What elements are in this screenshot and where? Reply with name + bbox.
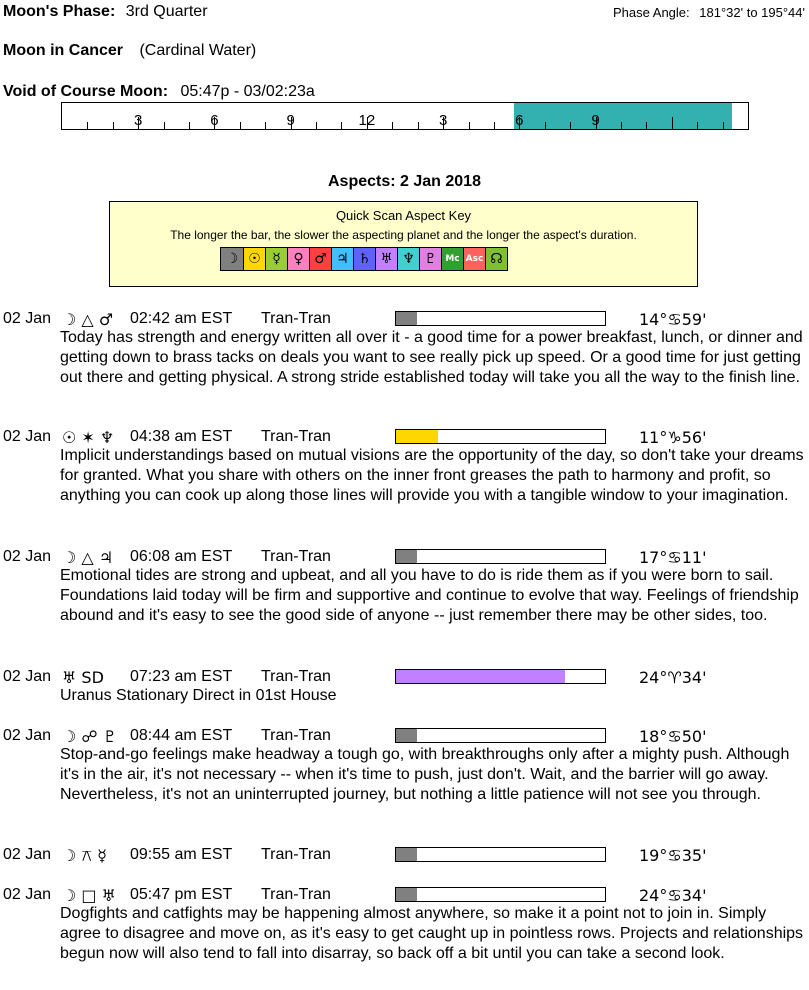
jupiter-icon: ♃ bbox=[331, 248, 353, 270]
aspect-time: 04:38 am EST bbox=[130, 428, 233, 445]
aspect-duration-bar bbox=[395, 429, 606, 444]
timeline-tick bbox=[392, 122, 393, 129]
aspect-glyph: ☽ △ ♃ bbox=[62, 548, 114, 567]
timeline-tick bbox=[621, 122, 622, 129]
timeline-tick-label: 12 bbox=[358, 112, 376, 129]
timeline-tick bbox=[494, 122, 495, 129]
timeline-tick-label: 9 bbox=[286, 112, 295, 129]
moon-sign-label: Moon in Cancer bbox=[3, 42, 124, 59]
mars-icon: ♂ bbox=[309, 248, 331, 270]
moon-phase-label: Moon's Phase: bbox=[3, 3, 116, 20]
timeline-tick-label: 6 bbox=[210, 112, 219, 129]
aspect-type: Tran-Tran bbox=[261, 886, 331, 903]
aspect-description: Today has strength and energy written all over it - a good time for a power breakfast, lunch, or dinner and getting down to brass tacks on deals you want to see really pick up speed. Or a good time for just getting out there and getting physical. A strong stride established today will take you all the way to the finish line. bbox=[60, 329, 803, 386]
timeline-tick bbox=[570, 122, 571, 129]
aspect-duration-bar bbox=[395, 669, 606, 684]
aspect-type: Tran-Tran bbox=[261, 727, 331, 744]
aspect-position: 19°♋35' bbox=[639, 846, 707, 865]
aspect-duration-bar bbox=[395, 887, 606, 902]
aspect-description: Emotional tides are strong and upbeat, and all you have to do is ride them as if you were born to sail. Foundations laid today will be firm and supportive and continue to evolve that way. Feelings of friendship abound and it's easy to see the good side of anyone -- just remember there may be other sides, too. bbox=[60, 567, 799, 624]
aspect-date: 02 Jan bbox=[3, 428, 52, 445]
timeline-tick bbox=[723, 122, 724, 129]
aspect-position: 11°♑56' bbox=[639, 428, 707, 447]
aspect-duration-fill bbox=[396, 848, 417, 861]
timeline-tick-label: 6 bbox=[515, 112, 524, 129]
aspect-position: 18°♋50' bbox=[639, 727, 707, 746]
aspect-position: 24°♈34' bbox=[639, 668, 707, 687]
aspect-glyph: ☽ △ ♂ bbox=[62, 310, 114, 329]
aspect-position: 24°♋34' bbox=[639, 886, 707, 905]
timeline-tick bbox=[265, 122, 266, 129]
aspect-time: 05:47 pm EST bbox=[130, 886, 233, 903]
aspect-type: Tran-Tran bbox=[261, 428, 331, 445]
mercury-icon: ☿ bbox=[265, 248, 287, 270]
phase-angle-label: Phase Angle: bbox=[613, 5, 690, 20]
timeline-tick bbox=[672, 117, 673, 129]
aspect-glyph: ♅ SD bbox=[62, 668, 104, 687]
moon-phase-line bbox=[3, 3, 208, 21]
void-period-fill bbox=[514, 103, 733, 129]
aspect-date: 02 Jan bbox=[3, 548, 52, 565]
aspect-description: Implicit understandings based on mutual visions are the opportunity of the day, so don't take your dreams for granted. What you share with others on the inner front greases the path to harmony and profit, so anything you can cook up along those lines will provide you with a tangible window to your imagination. bbox=[60, 447, 804, 504]
key-subtitle: The longer the bar, the slower the aspecting planet and the longer the aspect's duration. bbox=[170, 228, 637, 242]
aspect-duration-fill bbox=[396, 430, 438, 443]
quick-scan-key bbox=[109, 201, 698, 287]
aspect-duration-fill bbox=[396, 312, 417, 325]
void-value: 05:47p - 03/02:23a bbox=[180, 83, 315, 100]
aspect-position: 17°♋11' bbox=[639, 548, 707, 567]
aspect-time: 02:42 am EST bbox=[130, 310, 233, 327]
timeline-tick bbox=[646, 122, 647, 129]
timeline-tick bbox=[418, 122, 419, 129]
node-icon: ☊ bbox=[485, 248, 507, 270]
aspect-duration-bar bbox=[395, 847, 606, 862]
asc-icon: Asc bbox=[463, 248, 485, 270]
moon-sign-mode: (Cardinal Water) bbox=[139, 42, 257, 59]
void-label: Void of Course Moon: bbox=[3, 83, 169, 100]
aspect-date: 02 Jan bbox=[3, 886, 52, 903]
aspect-description: Uranus Stationary Direct in 01st House bbox=[60, 687, 337, 704]
timeline-tick bbox=[545, 122, 546, 129]
aspects-title: Aspects: 2 Jan 2018 bbox=[328, 173, 481, 190]
aspect-time: 06:08 am EST bbox=[130, 548, 233, 565]
timeline-tick bbox=[240, 122, 241, 129]
aspect-glyph: ☽ ☍ ♇ bbox=[62, 727, 118, 746]
void-timeline bbox=[61, 102, 749, 130]
aspect-time: 08:44 am EST bbox=[130, 727, 233, 744]
moon-sign-line bbox=[3, 42, 256, 60]
timeline-tick bbox=[316, 122, 317, 129]
uranus-icon: ♅ bbox=[375, 248, 397, 270]
aspect-duration-fill bbox=[396, 888, 417, 901]
key-title: Quick Scan Aspect Key bbox=[335, 208, 472, 223]
aspect-description: Dogfights and catfights may be happening almost anywhere, so make it a point not to join in. Simply agree to disagree and move on, as it's easy to get caught up in pointless rows. Projects and relationships begun now will also tend to fall into disarray, so back off a bit until you can take a second look. bbox=[60, 905, 804, 962]
aspect-time: 09:55 am EST bbox=[130, 846, 233, 863]
aspect-description: Stop-and-go feelings make headway a tough go, with breakthroughs only after a mighty push. Although it's in the air, it's not necessary -- when it's time to push, just don't. Wait, and the barrier will go away. Nevertheless, it's not an uninterrupted journey, but nothing a little patience will not see you through. bbox=[60, 746, 790, 803]
sun-icon: ☉ bbox=[243, 248, 265, 270]
aspect-duration-bar bbox=[395, 728, 606, 743]
moon-phase-value: 3rd Quarter bbox=[125, 3, 208, 20]
aspect-type: Tran-Tran bbox=[261, 668, 331, 685]
aspect-type: Tran-Tran bbox=[261, 310, 331, 327]
timeline-tick-label: 3 bbox=[134, 112, 143, 129]
aspect-duration-bar bbox=[395, 311, 606, 326]
timeline-tick-label: 3 bbox=[438, 112, 448, 129]
aspect-type: Tran-Tran bbox=[261, 548, 331, 565]
aspect-date: 02 Jan bbox=[3, 668, 52, 685]
aspect-date: 02 Jan bbox=[3, 846, 52, 863]
aspect-date: 02 Jan bbox=[3, 310, 52, 327]
mc-icon: Mc bbox=[441, 248, 463, 270]
void-line bbox=[3, 83, 315, 101]
timeline-tick bbox=[469, 122, 470, 129]
neptune-icon: ♆ bbox=[397, 248, 419, 270]
aspect-glyph: ☉ ✶ ♆ bbox=[62, 428, 115, 447]
timeline-tick-label: 9 bbox=[591, 112, 600, 129]
aspect-duration-fill bbox=[396, 550, 417, 563]
key-glyph-strip bbox=[220, 247, 508, 271]
aspect-duration-bar bbox=[395, 549, 606, 564]
aspect-position: 14°♋59' bbox=[639, 310, 707, 329]
phase-angle-value: 181°32' to 195°44' bbox=[699, 5, 805, 20]
aspect-date: 02 Jan bbox=[3, 727, 52, 744]
aspect-duration-fill bbox=[396, 670, 565, 683]
timeline-tick bbox=[189, 122, 190, 129]
venus-icon: ♀ bbox=[287, 248, 309, 270]
aspect-type: Tran-Tran bbox=[261, 846, 331, 863]
aspect-time: 07:23 am EST bbox=[130, 668, 233, 685]
timeline-tick bbox=[341, 122, 342, 129]
saturn-icon: ♄ bbox=[353, 248, 375, 270]
aspect-glyph: ☽ □ ♅ bbox=[62, 886, 116, 905]
timeline-tick bbox=[87, 122, 88, 129]
aspect-duration-fill bbox=[396, 729, 417, 742]
aspect-glyph: ☽ ⚻ ☿ bbox=[62, 846, 107, 865]
moon-icon: ☽ bbox=[221, 248, 243, 270]
timeline-tick bbox=[164, 122, 165, 129]
phase-angle bbox=[613, 5, 805, 20]
timeline-tick bbox=[113, 122, 114, 129]
timeline-tick bbox=[697, 122, 698, 129]
pluto-icon: ♇ bbox=[419, 248, 441, 270]
